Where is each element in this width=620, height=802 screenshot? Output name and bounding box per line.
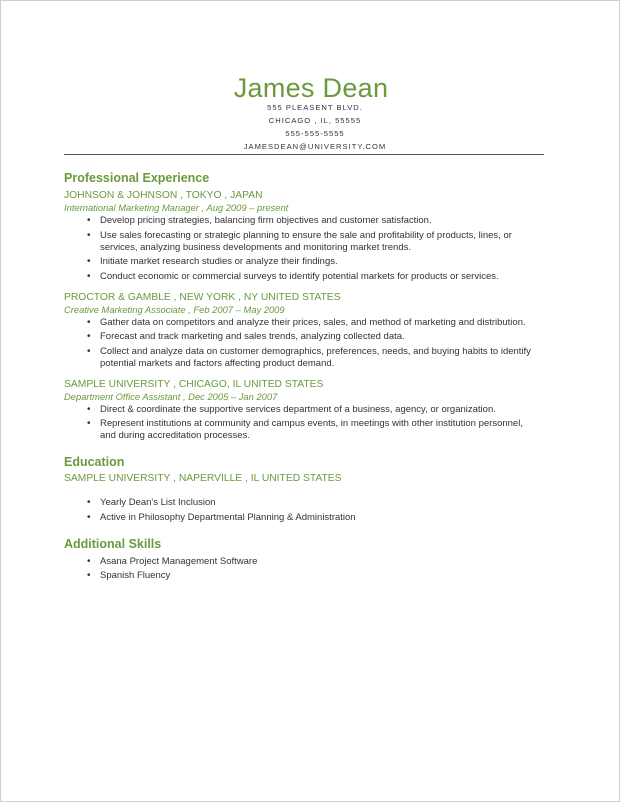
list-item: • Collect and analyze data on customer demographics, preferences, needs, and buying habits to identify potential markets and factors affecting product demand. [100, 346, 564, 370]
candidate-name: James Dean [233, 73, 389, 103]
education-details [64, 497, 564, 524]
list-item: • Gather data on competitors and analyze their prices, sales, and method of marketing and distribution. [100, 317, 564, 329]
list-item: • Forecast and track marketing and sales trends, analyzing collected data. [100, 331, 564, 343]
experience-heading: Professional Experience [64, 171, 210, 185]
job-entry [64, 190, 564, 283]
header-divider [64, 154, 544, 155]
job-company: SAMPLE UNIVERSITY , CHICAGO, IL UNITED STATES [64, 378, 324, 390]
job-role: International Marketing Manager , Aug 2009 – present [64, 202, 289, 213]
list-item: • Spanish Fluency [100, 570, 564, 582]
list-item: • Conduct economic or commercial surveys to identify potential markets for products or services. [100, 271, 564, 283]
resume-body [64, 170, 564, 585]
job-entry [64, 379, 564, 443]
skills-heading: Additional Skills [64, 536, 162, 551]
job-company: JOHNSON & JOHNSON , TOKYO , JAPAN [64, 190, 263, 201]
job-company: PROCTOR & GAMBLE , NEW YORK , NY UNITED STATES [64, 291, 341, 303]
list-item: • Develop pricing strategies, balancing firm objectives and customer satisfaction. [100, 215, 564, 227]
list-item: • Represent institutions at community and campus events, in meetings with other institution personnel, and during accreditation processes. [100, 418, 564, 442]
skills-list [64, 556, 564, 583]
education-heading: Education [64, 455, 125, 469]
job-role: Creative Marketing Associate , Feb 2007 – May 2009 [64, 303, 285, 315]
job-duties [64, 404, 564, 443]
list-item: • Initiate market research studies or analyze their findings. [100, 256, 564, 268]
list-item: • Active in Philosophy Departmental Planning & Administration [100, 512, 564, 524]
list-item: • Use sales forecasting or strategic planning to ensure the sale and profitability of products, lines, or services, analyzing business developments and monitoring market trends. [100, 230, 564, 254]
job-duties [64, 317, 564, 370]
phone-number: 555-555-5555 [285, 129, 345, 138]
address-line-2: CHICAGO , IL, 55555 [268, 116, 362, 125]
job-entry [64, 292, 564, 370]
address-line-1: 555 PLEASENT BLVD. [267, 103, 363, 112]
job-role: Department Office Assistant , Dec 2005 – Jan 2007 [64, 390, 278, 402]
education-school: SAMPLE UNIVERSITY , NAPERVILLE , IL UNITED STATES [64, 473, 342, 484]
list-item: • Direct & coordinate the supportive services department of a business, agency, or organization. [100, 404, 564, 416]
list-item: • Asana Project Management Software [100, 556, 564, 568]
email-address: JAMESDEAN@UNIVERSITY.COM [243, 142, 387, 151]
list-item: • Yearly Dean's List Inclusion [100, 497, 564, 509]
job-duties [64, 215, 564, 283]
